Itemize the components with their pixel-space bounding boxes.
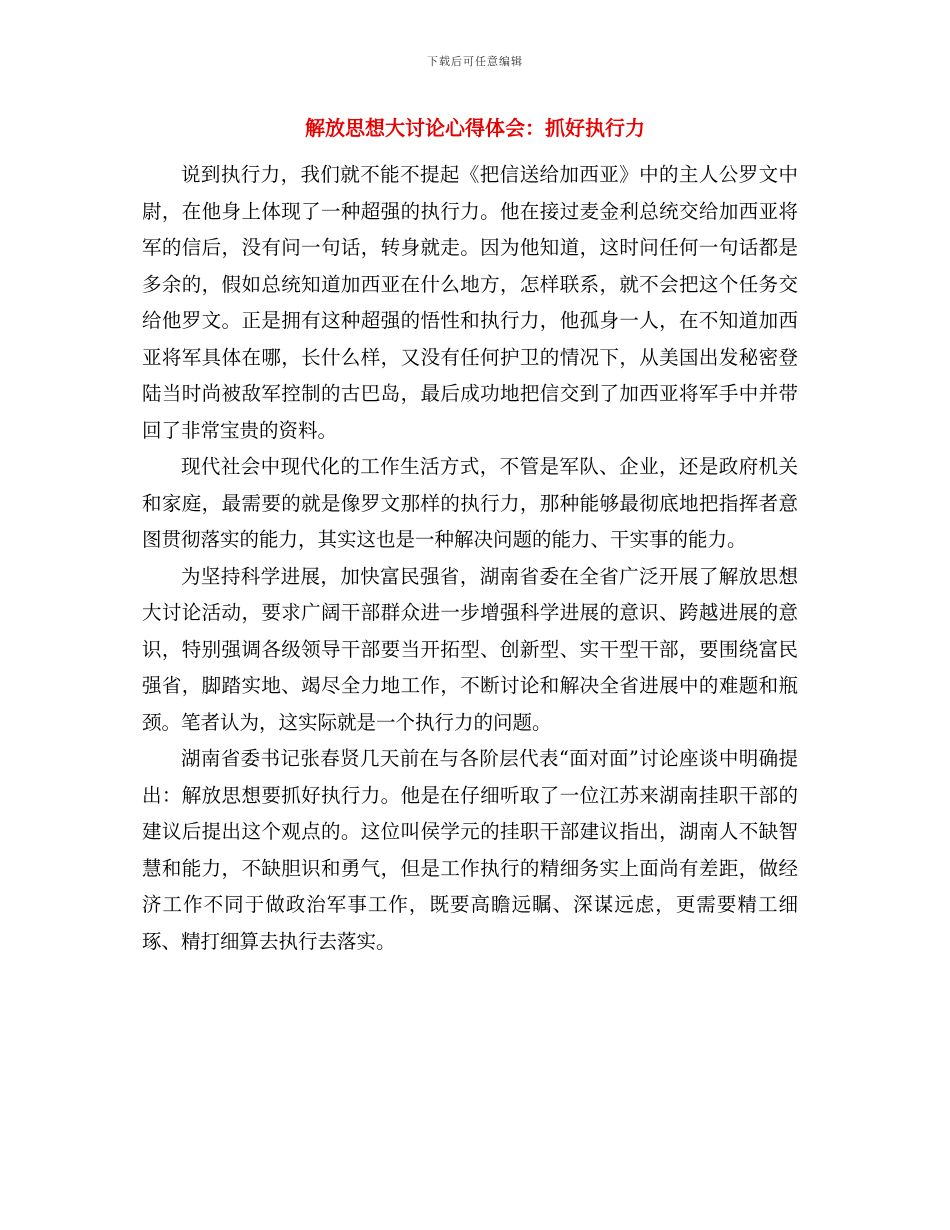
paragraph: 说到执行力，我们就不能不提起《把信送给加西亚》中的主人公罗文中尉，在他身上体现了一种超强的执行力。他在接过麦金利总统交给加西亚将军的信后，没有问一句话，转身就走。因为他知道，这时问任何一句话都是多余的，假如总统知道加西亚在什么地方，怎样联系，就不会把这个任务交给他罗文。正是拥有这种超强的悟性和执行力，他孤身一人，在不知道加西亚将军具体在哪，长什么样，又没有任何护卫的情况下，从美国出发秘密登陆当时尚被敌军控制的古巴岛，最后成功地把信交到了加西亚将军手中并带回了非常宝贵的资料。	[142, 163, 798, 442]
paragraph: 为坚持科学进展，加快富民强省，湖南省委在全省广泛开展了解放思想大讨论活动，要求广阔干部群众进一步增强科学进展的意识、跨越进展的意识，特别强调各级领导干部要当开拓型、创新型、实干型干部，要围绕富民强省，脚踏实地、竭尽全力地工作，不断讨论和解决全省进展中的难题和瓶颈。笔者认为，这实际就是一个执行力的问题。	[142, 564, 798, 734]
paragraph: 湖南省委书记张春贤几天前在与各阶层代表“面对面”讨论座谈中明确提出：解放思想要抓好执行力。他是在仔细听取了一位江苏来湖南挂职干部的建议后提出这个观点的。这位叫侯学元的挂职干部建议指出，湖南人不缺智慧和能力，不缺胆识和勇气，但是工作执行的精细务实上面尚有差距，做经济工作不同于做政治军事工作，既要高瞻远瞩、深谋远虑，更需要精工细琢、精打细算去执行去落实。	[142, 747, 798, 953]
download-note: 下载后可任意编辑	[427, 55, 523, 68]
document-title: 解放思想大讨论心得体会：抓好执行力	[305, 116, 645, 140]
paragraph: 现代社会中现代化的工作生活方式，不管是军队、企业，还是政府机关和家庭，最需要的就是像罗文那样的执行力，那种能够最彻底地把指挥者意图贯彻落实的能力，其实这也是一种解决问题的能力、干实事的能力。	[142, 455, 798, 551]
document-body	[142, 157, 798, 960]
